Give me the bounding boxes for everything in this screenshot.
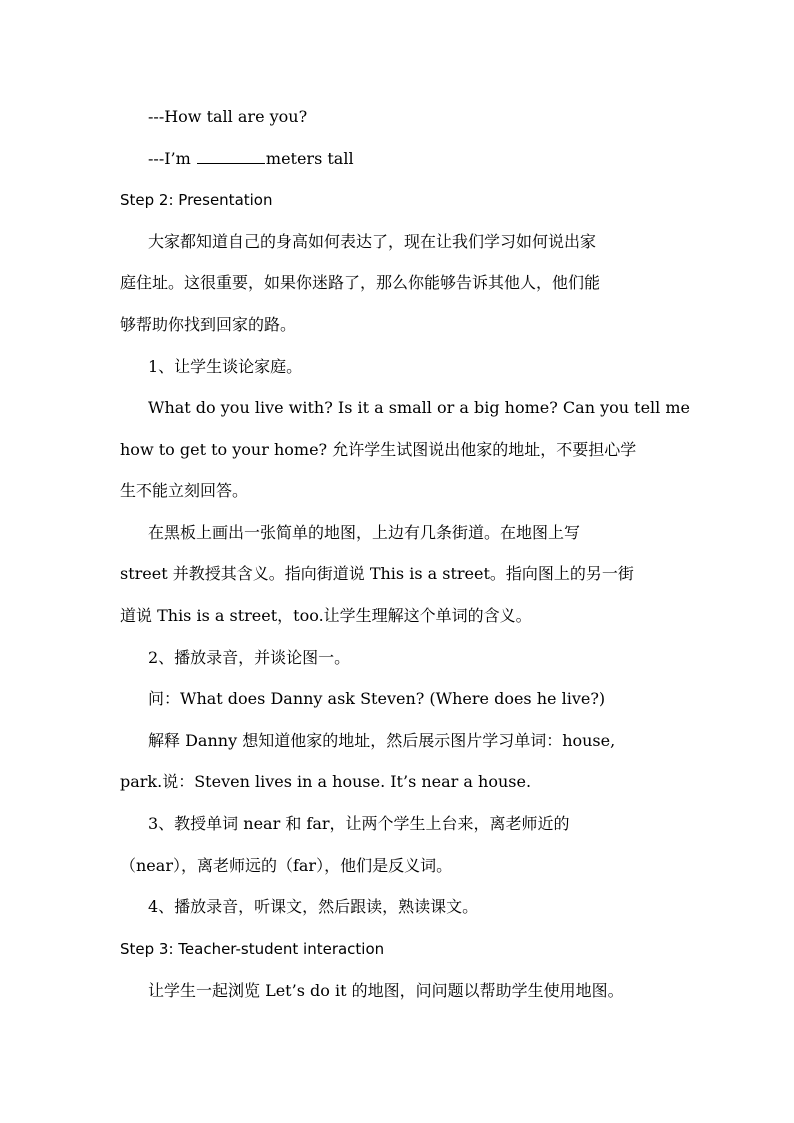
step2-para2-line1: What do you live with? Is it a small or a big home? Can you tell me (148, 398, 690, 417)
step2-para2-line2: how to get to your home? 允许学生试图说出他家的地址，不要担心学 (120, 440, 637, 459)
step2-para2-line3: 生不能立刻回答。 (120, 481, 249, 500)
dialogue-answer-start: ---I’m (148, 149, 196, 168)
step3-heading: Step 3: Teacher-student interaction (120, 940, 385, 958)
step2-item2: 2、播放录音，并谈论图一。 (148, 648, 351, 667)
step2-para1-line2: 庭住址。这很重要，如果你迷路了，那么你能够告诉其他人，他们能 (120, 273, 601, 292)
step2-para3-line3: 道说 This is a street，too.让学生理解这个单词的含义。 (120, 606, 532, 625)
step2-para4-line2: park.说：Steven lives in a house. It’s near a house. (120, 772, 532, 791)
step2-para5-line1: 3、教授单词 near 和 far，让两个学生上台来，离老师近的 (148, 814, 570, 833)
answer-blank (197, 149, 265, 164)
step2-para5-line2: （near），离老师远的（far），他们是反义词。 (120, 856, 453, 875)
step2-item1: 1、让学生谈论家庭。 (148, 357, 303, 376)
step2-para1-line3: 够帮助你找到回家的路。 (120, 315, 297, 334)
dialogue-answer-end: meters tall (265, 149, 354, 168)
dialogue-answer (148, 149, 680, 169)
step2-heading: Step 2: Presentation (120, 191, 273, 209)
step2-item4: 4、播放录音，听课文，然后跟读，熟读课文。 (148, 897, 479, 916)
step2-para3-line1: 在黑板上画出一张简单的地图，上边有几条街道。在地图上写 (148, 523, 581, 542)
step2-para3-line2: street 并教授其含义。指向街道说 This is a street。指向图上的另一街 (120, 564, 634, 583)
step2-para1-line1: 大家都知道自己的身高如何表达了，现在让我们学习如何说出家 (148, 232, 597, 251)
step2-question: 问：What does Danny ask Steven? (Where does he live?) (148, 689, 606, 708)
dialogue-question: ---How tall are you? (148, 107, 308, 126)
step2-para4-line1: 解释 Danny 想知道他家的地址，然后展示图片学习单词：house, (148, 731, 616, 750)
step3-para1: 让学生一起浏览 Let’s do it 的地图，问问题以帮助学生使用地图。 (148, 981, 624, 1000)
